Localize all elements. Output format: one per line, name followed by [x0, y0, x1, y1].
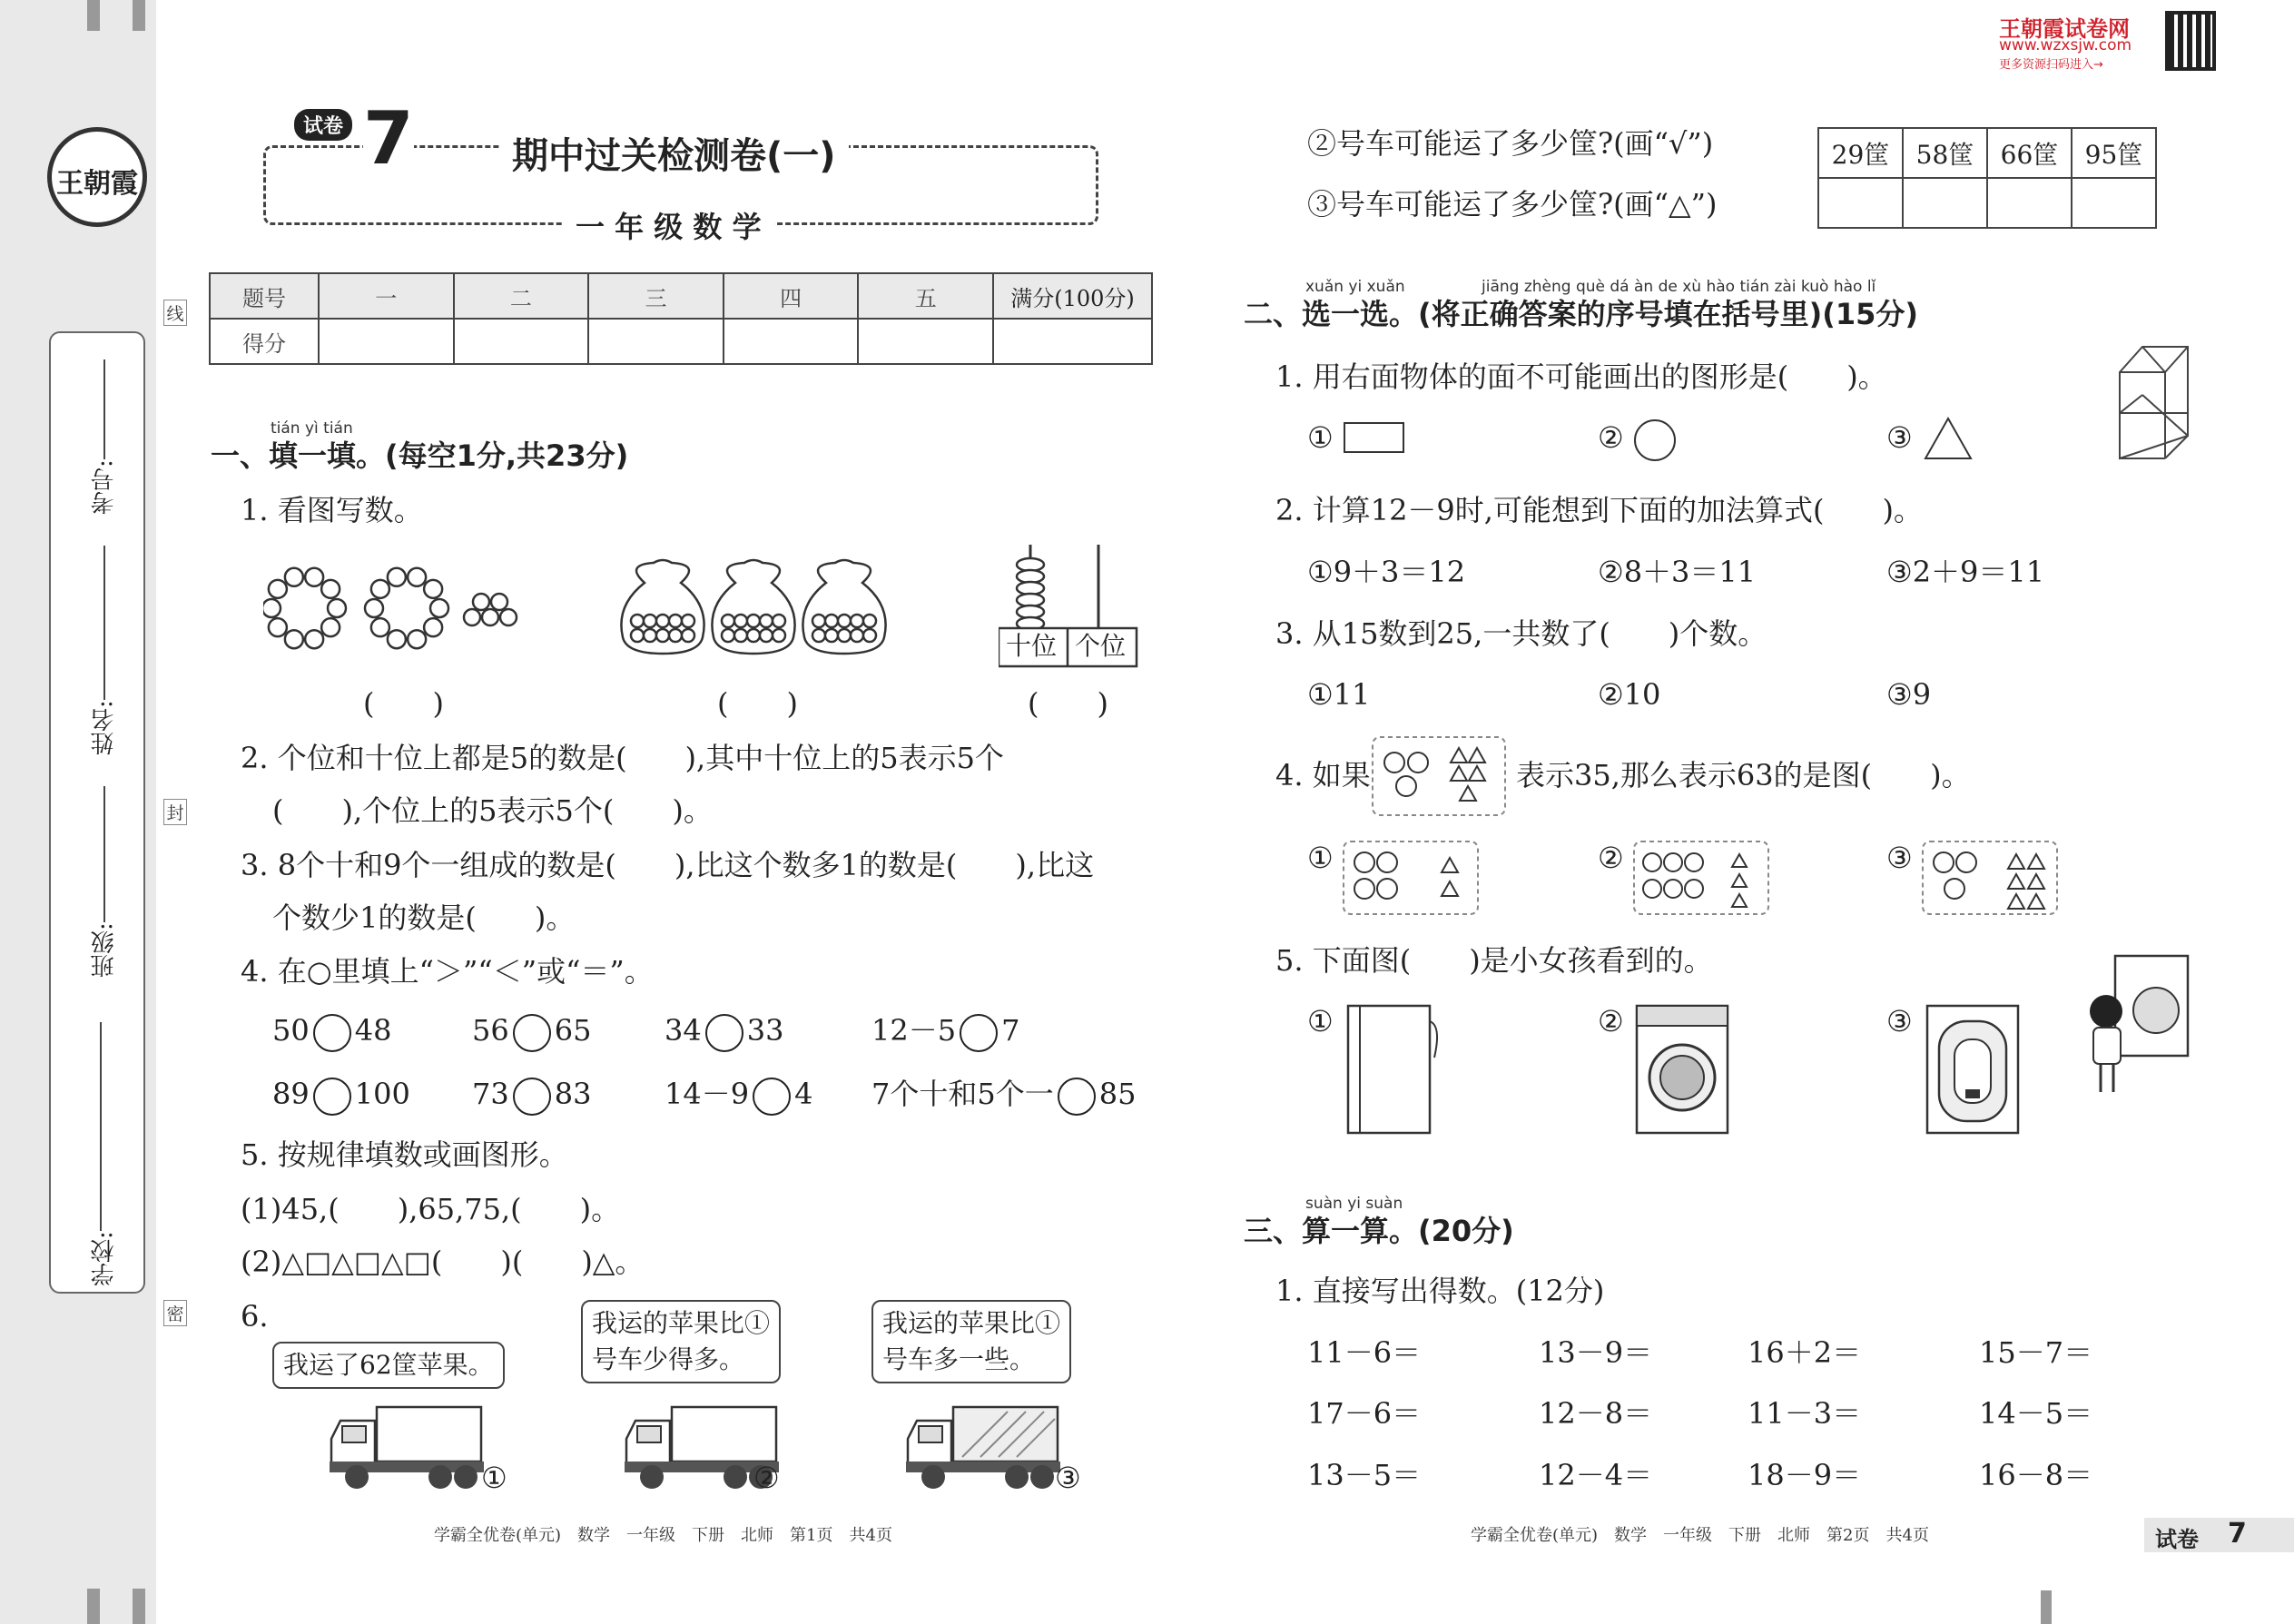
basket-options-table — [1817, 127, 2157, 229]
seal-mark-line: 线 — [163, 300, 187, 326]
s2-q5-opt3[interactable]: ③ — [1886, 1004, 1913, 1038]
compare-item: 50 48 — [272, 1012, 391, 1052]
basket-option: 29筐 — [1818, 128, 1903, 178]
school-field[interactable]: 学校: — [87, 987, 121, 1286]
s2-q4-post: 表示35,那么表示63的是图( )。 — [1516, 758, 1971, 792]
s2-q3-opt1[interactable]: ①11 — [1307, 677, 1371, 712]
basket-mark-cell[interactable] — [1903, 178, 1987, 228]
class-field[interactable]: 班级: — [87, 769, 121, 978]
s2-q5-opt2[interactable]: ② — [1598, 1004, 1624, 1038]
s2-q1-opt2[interactable]: ② — [1598, 420, 1624, 455]
score-header-cell: 一 — [319, 273, 454, 319]
page-number-tab: 试卷 7 — [2144, 1518, 2294, 1552]
compare-circle[interactable] — [513, 1014, 551, 1052]
score-header-cell: 题号 — [210, 273, 319, 319]
binding-margin — [0, 0, 184, 1624]
rectangle-shape-icon — [1344, 422, 1404, 453]
circle-shape-icon — [1634, 419, 1676, 461]
basket-option: 66筐 — [1987, 128, 2072, 178]
calc-item[interactable]: 12－4＝ — [1539, 1458, 1653, 1492]
brand-site-name: 王朝霞试卷网 — [1999, 16, 2130, 42]
s2-q2: 2. 计算12－9时,可能想到下面的加法算式( )。 — [1275, 493, 1923, 527]
washer-side-view-icon — [1344, 1003, 1443, 1137]
calc-item[interactable]: 11－6＝ — [1307, 1335, 1422, 1370]
s2-q4-opt3[interactable]: ③ — [1886, 841, 1913, 875]
s2-q1-opt1[interactable]: ① — [1307, 420, 1334, 455]
calc-item[interactable]: 16＋2＝ — [1748, 1335, 1862, 1370]
calc-item[interactable]: 11－3＝ — [1748, 1396, 1862, 1431]
calc-item[interactable]: 14－5＝ — [1979, 1396, 2093, 1431]
compare-circle[interactable] — [1058, 1078, 1096, 1116]
score-input-cell[interactable] — [454, 319, 589, 364]
calc-item[interactable]: 12－8＝ — [1539, 1396, 1653, 1431]
section2-pinyin-b: jiāng zhèng què dá àn de xù hào tián zài kuò hào lǐ — [1482, 278, 1876, 296]
score-header-cell: 三 — [588, 273, 724, 319]
name-field[interactable]: 姓名: — [87, 528, 121, 755]
speech-bubble-2: 我运的苹果比① 号车少得多。 — [581, 1300, 781, 1383]
truck-icon — [322, 1403, 486, 1493]
section3-heading: 三、算一算。(20分) — [1244, 1214, 1514, 1248]
s1-q5-2: (2)△□△□△□( )( )△。 — [241, 1245, 645, 1279]
compare-item: 7个十和5个一 85 — [871, 1076, 1136, 1116]
footer-left: 学霸全优卷(单元) 数学 一年级 下册 北师 第1页 共4页 — [434, 1526, 892, 1545]
s2-q3-opt2[interactable]: ②10 — [1598, 677, 1661, 712]
page-edge-mark — [2041, 1590, 2052, 1624]
basket-mark-cell[interactable] — [1818, 178, 1903, 228]
page-subtitle: 一 年 级 数 学 — [563, 204, 774, 246]
s1-q5: 5. 按规律填数或画图形。 — [241, 1137, 568, 1172]
shape-option-2 — [1632, 840, 1770, 916]
score-header-cell: 满分(100分) — [993, 273, 1152, 319]
abacus-tens-label: 十位 — [1006, 631, 1058, 661]
washer-top-view-icon — [1923, 1003, 2023, 1137]
calc-item[interactable]: 15－7＝ — [1979, 1335, 2093, 1370]
seal-mark-seal: 封 — [163, 799, 187, 825]
shape-legend-35 — [1371, 735, 1507, 817]
brand-logo: 王朝霞 — [47, 127, 147, 227]
s1-q3-line1: 3. 8个十和9个一组成的数是( ),比这个数多1的数是( ),比这 — [241, 848, 1095, 882]
basket-option: 58筐 — [1903, 128, 1987, 178]
basket-mark-cell[interactable] — [2072, 178, 2156, 228]
compare-item: 56 65 — [472, 1012, 591, 1052]
truck-icon — [899, 1403, 1062, 1493]
brand-site-url[interactable]: www.wzxsjw.com — [1999, 36, 2132, 54]
s2-q4-opt2[interactable]: ② — [1598, 841, 1624, 875]
score-row-label: 得分 — [210, 319, 319, 364]
q1-answer-blank-2[interactable]: ( ) — [717, 686, 798, 721]
truck-label-2: ② — [753, 1461, 780, 1495]
score-header-cell: 四 — [724, 273, 859, 319]
score-header-cell: 五 — [858, 273, 993, 319]
exam-id-field[interactable]: 考号: — [87, 351, 121, 515]
score-input-cell[interactable] — [724, 319, 859, 364]
q1-answer-blank-3[interactable]: ( ) — [1028, 686, 1108, 721]
speech-bubble-3: 我运的苹果比① 号车多一些。 — [871, 1300, 1071, 1383]
shape-option-1 — [1342, 840, 1480, 916]
s1-q3-line2: 个数少1的数是( )。 — [272, 901, 576, 935]
compare-circle[interactable] — [313, 1078, 351, 1116]
compare-circle[interactable] — [313, 1014, 351, 1052]
page-title: 期中过关检测卷(一) — [499, 127, 849, 179]
section2-pinyin-a: xuǎn yi xuǎn — [1305, 278, 1405, 296]
footer-right: 学霸全优卷(单元) 数学 一年级 下册 北师 第2页 共4页 — [1471, 1526, 1929, 1545]
s2-q1-opt3[interactable]: ③ — [1886, 420, 1913, 455]
s2-q4-opt1[interactable]: ① — [1307, 841, 1334, 875]
speech-bubble-1: 我运了62筐苹果。 — [272, 1342, 505, 1389]
truck-label-1: ① — [481, 1461, 507, 1495]
brand-site-hint: 更多资源扫码进入→ — [1999, 58, 2103, 72]
score-input-cell[interactable] — [319, 319, 454, 364]
seal-mark-secret: 密 — [163, 1300, 187, 1326]
compare-item: 14－9 4 — [665, 1076, 812, 1116]
s1-q6: 6. — [241, 1299, 269, 1334]
calc-item[interactable]: 18－9＝ — [1748, 1458, 1862, 1492]
section2-heading: 二、选一选。(将正确答案的序号填在括号里)(15分) — [1244, 297, 1919, 331]
s1-q2-line2: ( ),个位上的5表示5个( )。 — [272, 793, 713, 828]
s1-q4: 4. 在○里填上“＞”“＜”或“＝”。 — [241, 954, 654, 989]
compare-circle[interactable] — [960, 1014, 998, 1052]
triangular-prism-figure — [2102, 345, 2210, 463]
s1-q1: 1. 看图写数。 — [241, 493, 423, 527]
girl-viewing-washer-figure — [2079, 951, 2197, 1101]
s2-q3-opt3[interactable]: ③9 — [1886, 677, 1932, 712]
compare-circle[interactable] — [705, 1014, 743, 1052]
bead-rings-figure — [263, 558, 527, 658]
calc-item[interactable]: 17－6＝ — [1307, 1396, 1422, 1431]
score-input-cell[interactable] — [588, 319, 724, 364]
section1-pinyin: tián yì tián — [271, 419, 353, 438]
q1-answer-blank-1[interactable]: ( ) — [363, 686, 444, 721]
s1-q2-line1: 2. 个位和十位上都是5的数是( ),其中十位上的5表示5个 — [241, 741, 1004, 775]
score-table — [209, 272, 1153, 365]
s1-q5-1: (1)45,( ),65,75,( )。 — [241, 1192, 621, 1226]
basket-option: 95筐 — [2072, 128, 2156, 178]
calc-item[interactable]: 13－5＝ — [1307, 1458, 1422, 1492]
triangle-shape-icon — [1923, 416, 1974, 461]
compare-circle[interactable] — [513, 1078, 551, 1116]
s2-q1: 1. 用右面物体的面不可能画出的图形是( )。 — [1275, 359, 1887, 394]
student-info-box — [49, 331, 145, 1294]
section1-heading: 一、填一填。(每空1分,共23分) — [211, 438, 629, 473]
score-input-cell[interactable] — [993, 319, 1152, 364]
s2-q4-pre: 4. 如果 — [1275, 758, 1371, 792]
exam-number: 7 — [363, 96, 414, 181]
s3-q1: 1. 直接写出得数。(12分) — [1275, 1274, 1605, 1308]
calc-item[interactable]: 13－9＝ — [1539, 1335, 1653, 1370]
washer-front-view-icon — [1632, 1003, 1732, 1137]
s2-q2-opt2[interactable]: ②8＋3＝11 — [1598, 555, 1757, 589]
qr-code-icon[interactable] — [2165, 11, 2216, 71]
truck-label-3: ③ — [1055, 1461, 1081, 1495]
s2-q2-opt1[interactable]: ①9＋3＝12 — [1307, 555, 1466, 589]
shape-option-3 — [1921, 840, 2059, 916]
s2-q2-opt3[interactable]: ③2＋9＝11 — [1886, 555, 2045, 589]
calc-item[interactable]: 16－8＝ — [1979, 1458, 2093, 1492]
s2-q5-opt1[interactable]: ① — [1307, 1004, 1334, 1038]
s2-q3: 3. 从15数到25,一共数了( )个数。 — [1275, 616, 1767, 651]
q6-truck2-question: ②号车可能运了多少筐?(画“√”) — [1307, 126, 1714, 161]
compare-item: 73 83 — [472, 1076, 591, 1116]
section3-pinyin: suàn yi suàn — [1305, 1195, 1403, 1213]
compare-item: 12－5 7 — [871, 1012, 1019, 1052]
score-input-cell[interactable] — [858, 319, 993, 364]
s2-q5: 5. 下面图( )是小女孩看到的。 — [1275, 943, 1713, 978]
abacus-ones-label: 个位 — [1075, 631, 1127, 661]
money-bags-figure — [617, 556, 890, 660]
q6-truck3-question: ③号车可能运了多少筐?(画“△”) — [1307, 187, 1718, 221]
compare-item: 34 33 — [665, 1012, 783, 1052]
basket-mark-cell[interactable] — [1987, 178, 2072, 228]
compare-circle[interactable] — [753, 1078, 791, 1116]
exam-tag: 试卷 — [294, 109, 352, 141]
compare-item: 89 100 — [272, 1076, 410, 1116]
score-header-cell: 二 — [454, 273, 589, 319]
